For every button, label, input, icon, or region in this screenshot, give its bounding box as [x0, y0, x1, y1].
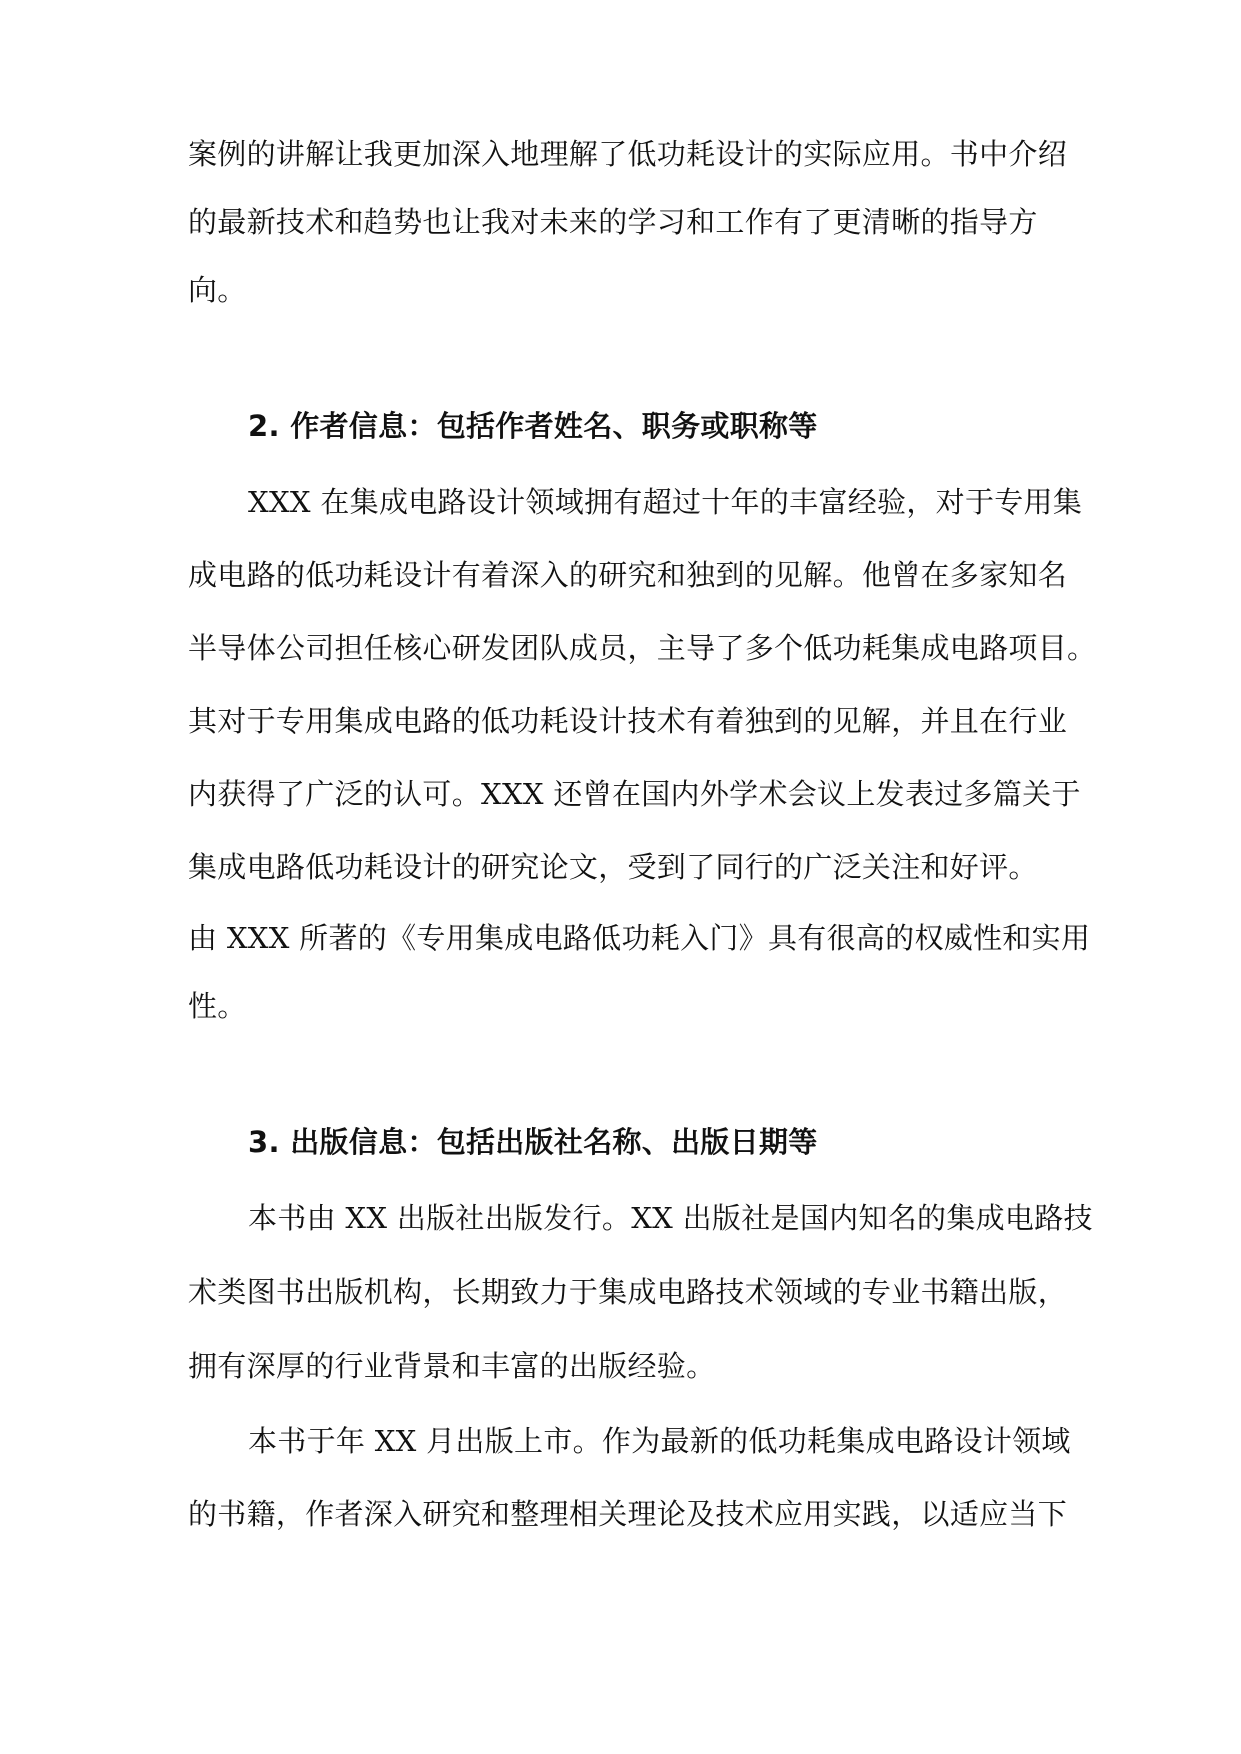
paragraph-line: 其对于专用集成电路的低功耗设计技术有着独到的见解，并且在行业 [188, 704, 1068, 738]
paragraph-line: 成电路的低功耗设计有着深入的研究和独到的见解。他曾在多家知名 [188, 558, 1068, 592]
paragraph-line: 拥有深厚的行业背景和丰富的出版经验。 [188, 1349, 716, 1383]
paragraph-line: 的书籍，作者深入研究和整理相关理论及技术应用实践，以适应当下 [188, 1497, 1068, 1531]
paragraph-line: 半导体公司担任核心研发团队成员，主导了多个低功耗集成电路项目。 [188, 631, 1097, 665]
paragraph-line: 性。 [188, 989, 247, 1023]
paragraph-line: 术类图书出版机构，长期致力于集成电路技术领域的专业书籍出版， [188, 1275, 1068, 1309]
paragraph-line: 由 XXX 所著的《专用集成电路低功耗入门》具有很高的权威性和实用 [188, 921, 1091, 955]
paragraph-line: 集成电路低功耗设计的研究论文，受到了同行的广泛关注和好评。 [188, 850, 1038, 884]
section-heading: 3. 出版信息：包括出版社名称、出版日期等 [248, 1125, 818, 1159]
paragraph-line: 案例的讲解让我更加深入地理解了低功耗设计的实际应用。书中介绍 [188, 137, 1068, 171]
paragraph-line: 向。 [188, 273, 247, 307]
section-heading: 2. 作者信息：包括作者姓名、职务或职称等 [248, 409, 818, 443]
paragraph-line: 的最新技术和趋势也让我对未来的学习和工作有了更清晰的指导方 [188, 205, 1038, 239]
paragraph-line: 本书由 XX 出版社出版发行。XX 出版社是国内知名的集成电路技 [248, 1201, 1093, 1235]
paragraph-line: XXX 在集成电路设计领域拥有超过十年的丰富经验，对于专用集 [248, 485, 1083, 519]
paragraph-line: 内获得了广泛的认可。XXX 还曾在国内外学术会议上发表过多篇关于 [188, 777, 1081, 811]
paragraph-line: 本书于年 XX 月出版上市。作为最新的低功耗集成电路设计领域 [248, 1424, 1071, 1458]
